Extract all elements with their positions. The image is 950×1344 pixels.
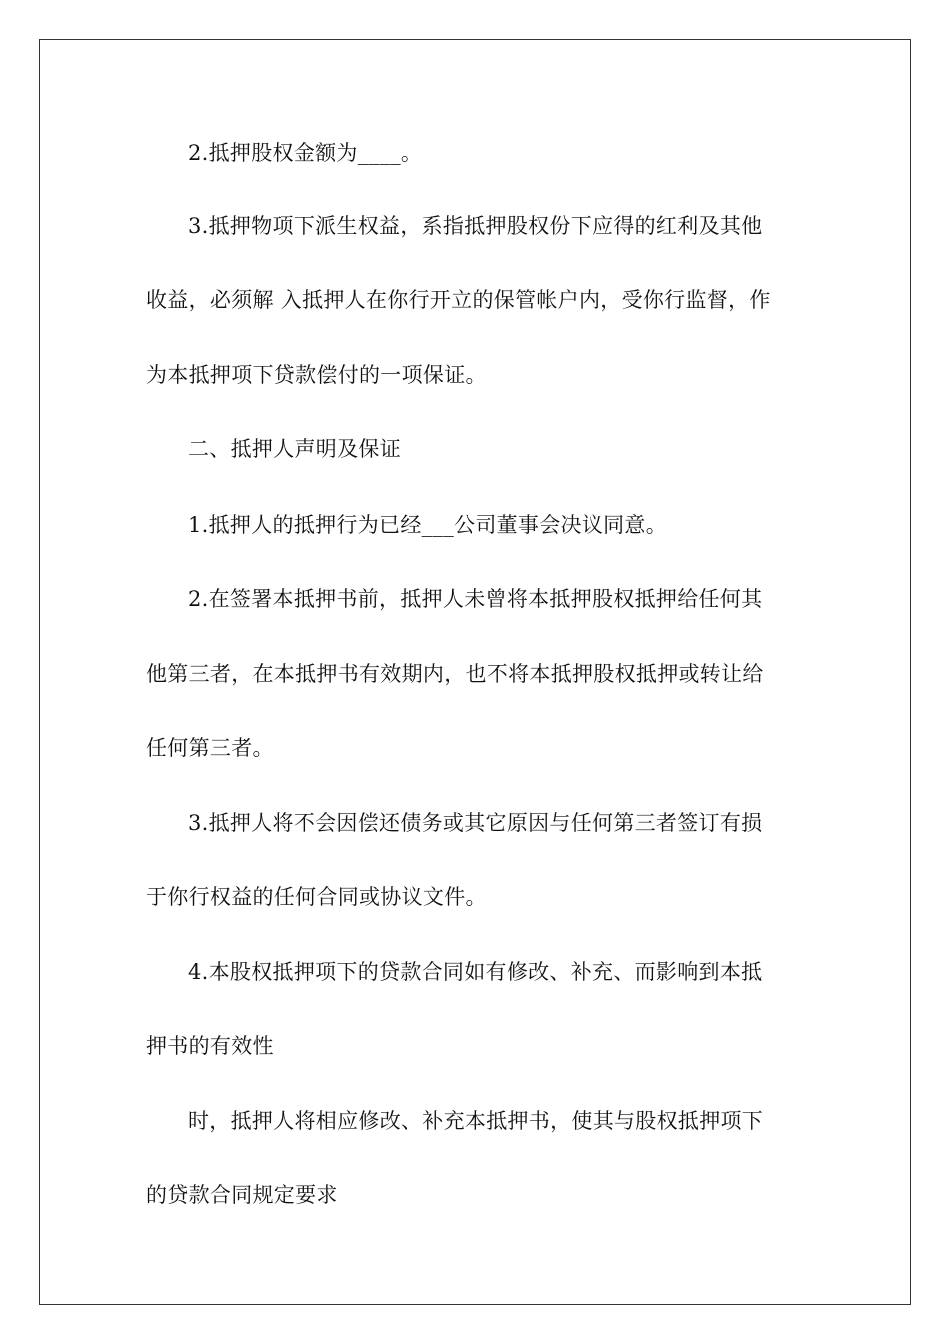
text-line: 收益，必须解 入抵押人在你行开立的保管帐户内，受你行监督，作 bbox=[146, 288, 771, 312]
text-line: 为本抵押项下贷款偿付的一项保证。 bbox=[146, 363, 487, 387]
text-line: 2.抵押股权金额为____。 bbox=[188, 141, 423, 165]
text-line: 时，抵押人将相应修改、补充本抵押书，使其与股权抵押项下 bbox=[188, 1109, 764, 1133]
text-line: 2.在签署本抵押书前，抵押人未曾将本抵押股权抵押给任何其 bbox=[188, 587, 763, 611]
text-line: 押书的有效性 bbox=[146, 1034, 274, 1058]
text-line: 4.本股权抵押项下的贷款合同如有修改、补充、而影响到本抵 bbox=[188, 960, 763, 984]
text-line: 3.抵押物项下派生权益，系指抵押股权份下应得的红利及其他 bbox=[188, 214, 763, 238]
text-line: 他第三者，在本抵押书有效期内，也不将本抵押股权抵押或转让给 bbox=[146, 662, 764, 686]
section-heading: 二、抵押人声明及保证 bbox=[188, 437, 401, 461]
text-line: 任何第三者。 bbox=[146, 736, 274, 760]
text-line: 于你行权益的任何合同或协议文件。 bbox=[146, 885, 487, 909]
text-line: 1.抵押人的抵押行为已经___公司董事会决议同意。 bbox=[188, 513, 668, 537]
text-line: 3.抵押人将不会因偿还债务或其它原因与任何第三者签订有损 bbox=[188, 811, 763, 835]
text-line: 的贷款合同规定要求 bbox=[146, 1183, 338, 1207]
